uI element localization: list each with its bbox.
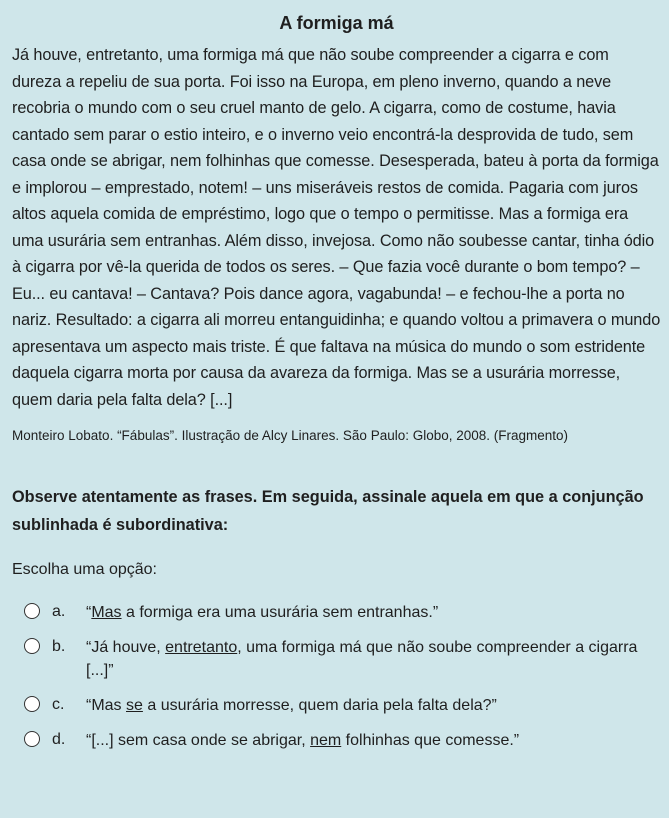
option-text — [86, 601, 661, 624]
answer-options — [12, 595, 661, 758]
option-c[interactable] — [12, 688, 661, 723]
option-text-before: “ — [86, 604, 92, 621]
story-text: Já houve, entretanto, uma formiga má que não soube compreender a cigarra e com dureza a repeliu de sua porta. Foi isso na Europa, em pleno inverno, quando a neve recobria o mundo com o seu cruel manto de gelo. A cigarra, como de costume, havia cantado sem parar o estio inteiro, e o inverno veio encontrá-la desprovida de tudo, sem casa onde se abrigar, nem folhinhas que comesse. Desesperada, bateu à porta da formiga e implorou – emprestado, notem! – uns miseráveis restos de comida. Pagaria com juros altos aquela comida de empréstimo, logo que o tempo o permitisse. Mas a formiga era uma usurária sem entranhas. Além disso, invejosa. Como não soubesse cantar, tinha ódio à cigarra por vê-la querida de todos os seres. – Que fazia você durante o bom tempo? – Eu... eu cantava! – Cantava? Pois dance agora, vagabunda! – e fechou-lhe a porta no nariz. Resultado: a cigarra ali morreu entanguidinha; e quando voltou a primavera o mundo apresentava um aspecto mais triste. É que faltava na música do mundo o som estridente daquela cigarra morta por causa da avareza da formiga. Mas se a usurária morresse, quem daria pela falta dela? [...] — [12, 46, 661, 409]
option-letter: d. — [52, 731, 66, 748]
option-text-after: a formiga era uma usurária sem entranhas.” — [121, 604, 439, 621]
option-d[interactable] — [12, 723, 661, 758]
underlined-conjunction: se — [126, 697, 143, 714]
underlined-conjunction: nem — [310, 732, 342, 749]
underlined-conjunction: Mas — [91, 604, 122, 621]
radio-button-c[interactable] — [24, 696, 40, 712]
story-title: A formiga má — [279, 13, 394, 33]
radio-button-b[interactable] — [24, 638, 40, 654]
option-letter: b. — [52, 638, 66, 655]
option-text-before: “Já houve, — [86, 639, 166, 656]
question-text: Observe atentamente as frases. Em seguida, assinale aquela em que a conjunção sublinhada é subordinativa: — [12, 488, 644, 534]
option-text-after: a usurária morresse, quem daria pela falta dela?” — [142, 697, 497, 714]
option-text — [86, 729, 661, 752]
option-text — [86, 636, 661, 682]
underlined-conjunction: entretanto — [165, 639, 238, 656]
option-letter: c. — [52, 696, 65, 713]
option-letter: a. — [52, 603, 66, 620]
source-citation: Monteiro Lobato. “Fábulas”. Ilustração de Alcy Linares. São Paulo: Globo, 2008. (Fragmento) — [12, 428, 569, 443]
option-b[interactable] — [12, 630, 661, 688]
radio-button-a[interactable] — [24, 603, 40, 619]
option-text-before: “Mas — [86, 697, 126, 714]
option-text-after: , uma formiga má que não soube compreender a cigarra [...]” — [86, 639, 638, 679]
option-text-before: “[...] sem casa onde se abrigar, — [86, 732, 311, 749]
radio-button-d[interactable] — [24, 731, 40, 747]
choose-option-prompt: Escolha uma opção: — [12, 561, 157, 578]
option-text-after: folhinhas que comesse.” — [341, 732, 520, 749]
option-a[interactable] — [12, 595, 661, 630]
option-text — [86, 694, 661, 717]
